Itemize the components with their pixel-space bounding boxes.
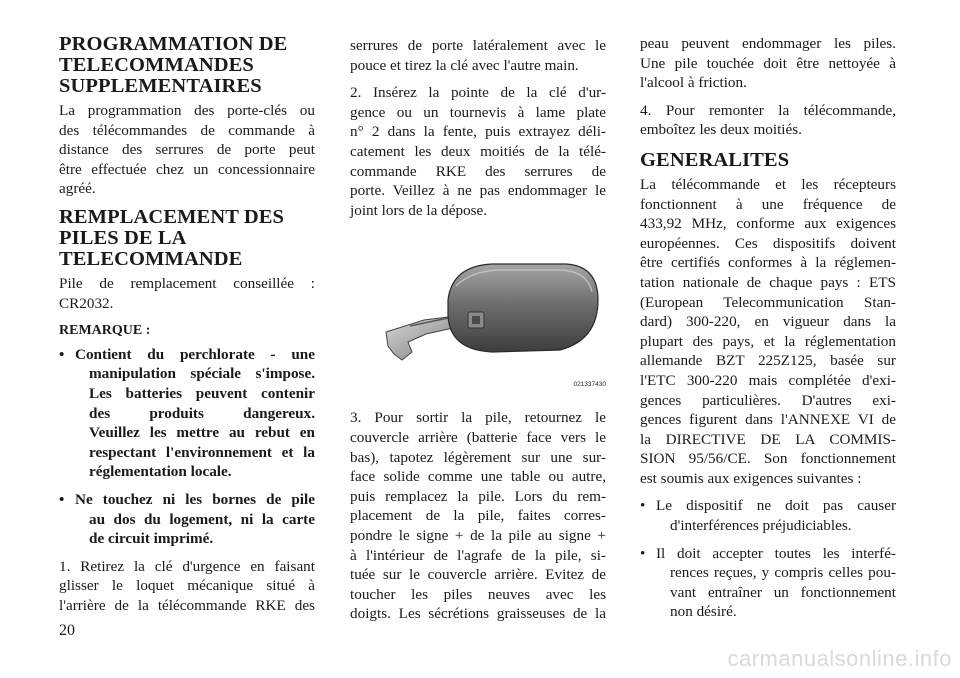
text-line: gences particulières. D'autres exi- xyxy=(640,391,896,409)
text-line: catement les deux moitiés de la télé- xyxy=(350,142,606,160)
paragraph-programmation xyxy=(59,101,315,199)
paragraph-step-3 xyxy=(350,408,606,624)
text-line: des produits dangereux. xyxy=(89,404,315,422)
list-item-continuation xyxy=(656,516,896,536)
list-item-continuation xyxy=(75,364,315,482)
text-line: Veuillez les mettre au rebut en xyxy=(89,424,315,442)
text-line: Les batteries peuvent contenir xyxy=(89,384,315,402)
text-line: commande RKE des serrures de xyxy=(350,162,606,180)
remarque-list xyxy=(59,345,315,549)
text-line: 433,92 MHz, conforme aux exigences xyxy=(640,215,896,233)
paragraph-step-3-continued xyxy=(640,34,896,93)
text-line: Contient du perchlorate - une xyxy=(75,345,315,363)
text-line: respectant l'environnement et la xyxy=(89,443,315,461)
text-line: à l'intérieur de l'agrafe de la pile, si- xyxy=(350,546,606,564)
text-line: européennes. Ces dispositifs doivent xyxy=(640,234,896,252)
text-line: tuée sur le couvercle arrière. Evitez de xyxy=(350,566,606,584)
text-line: au dos du logement, ni la carte xyxy=(89,510,315,528)
text-line: manipulation spéciale s'impose. xyxy=(89,365,315,383)
column-middle xyxy=(350,36,606,632)
text-line: (European Telecommunication Stan- xyxy=(640,293,896,311)
text-line: 4. Pour remonter la télécommande, xyxy=(640,101,896,119)
text-line: emboîtez les deux moitiés. xyxy=(640,121,802,139)
list-item xyxy=(59,490,315,549)
text-line: pouce et tirez la clé avec l'autre main. xyxy=(350,56,579,74)
list-item-continuation xyxy=(75,510,315,549)
text-line: 1. Retirez la clé d'urgence en faisant xyxy=(59,557,315,575)
text-line: d'interférences préjudiciables. xyxy=(670,517,852,535)
text-line: porte. Veillez à ne pas endommager le xyxy=(350,182,606,200)
text-line: tation nationale de chaque pays : ETS xyxy=(640,273,896,291)
text-line: n° 2 dans la fente, puis extrayez déli- xyxy=(350,123,606,141)
list-item-continuation xyxy=(656,563,896,622)
text-line: Une pile touchée doit être nettoyée à xyxy=(640,54,896,72)
text-line: gence ou un tournevis à lame plate xyxy=(350,103,606,121)
text-line: doigts. Les sécrétions graisseuses de la xyxy=(350,605,606,623)
paragraph-generalites xyxy=(640,175,896,489)
bullet-icon: • xyxy=(59,345,65,363)
text-line: Il doit accepter toutes les interfé- xyxy=(656,544,896,562)
page-number: 20 xyxy=(59,622,75,639)
text-line: l'ETC 300-220 mais complétée d'exi- xyxy=(640,371,896,389)
text-line: couvercle arrière (batterie face vers le xyxy=(350,428,606,446)
heading-line: SUPPLEMENTAIRES xyxy=(59,75,262,97)
text-line: dard) 300-220, en vigueur dans la xyxy=(640,313,896,331)
text-line: rences reçues, y compris celles pou- xyxy=(670,564,896,582)
text-line: Pile de remplacement conseillée : xyxy=(59,274,315,292)
paragraph-step-2 xyxy=(350,83,606,220)
heading-line: PILES DE LA xyxy=(59,226,187,249)
text-line: serrures de porte latéralement avec le xyxy=(350,37,606,54)
text-line: distance des serrures de porte peut xyxy=(59,141,315,159)
list-item xyxy=(640,496,896,535)
text-line: placement de la pile, faites corres- xyxy=(350,507,606,525)
text-line: SION 95/56/CE. Son fonctionnement xyxy=(640,450,896,468)
paragraph-pile-conseillee xyxy=(59,274,315,313)
heading-generalites xyxy=(640,150,896,171)
exigences-list xyxy=(640,496,896,622)
text-line: des télécommandes de commande à xyxy=(59,121,315,139)
key-fob-illustration xyxy=(352,256,606,396)
column-left xyxy=(59,34,315,623)
heading-line: GENERALITES xyxy=(640,148,790,171)
image-reference-code: 021337430 xyxy=(573,380,606,388)
text-line: CR2032. xyxy=(59,294,114,312)
heading-line: REMPLACEMENT DES xyxy=(59,205,285,228)
text-line: joint lors de la dépose. xyxy=(350,201,488,219)
text-line: 2. Insérez la pointe de la clé d'ur- xyxy=(350,84,606,102)
text-line: est soumis aux exigences suivantes : xyxy=(640,469,862,487)
text-line: plupart des pays, et la réglementation xyxy=(640,332,896,350)
text-line: bas), tapotez légèrement sur une sur- xyxy=(350,448,606,466)
text-line: réglementation locale. xyxy=(89,463,232,481)
paragraph-step-1 xyxy=(59,557,315,616)
text-line: pondre le signe + de la pile au signe + xyxy=(350,526,606,544)
watermark-link[interactable]: carmanualsonline.info xyxy=(727,646,952,671)
text-line: 3. Pour sortir la pile, retournez le xyxy=(350,409,606,427)
remarque-label: REMARQUE : xyxy=(59,323,151,339)
text-line: Ne touchez ni les bornes de pile xyxy=(75,490,315,508)
text-line: peau peuvent endommager les piles. xyxy=(640,35,896,52)
paragraph-step-4 xyxy=(640,101,896,140)
bullet-icon: • xyxy=(640,544,646,562)
text-line: être effectuée chez un concessionnaire xyxy=(59,160,315,178)
heading-line: TELECOMMANDES xyxy=(59,54,254,76)
text-line: glisser le loquet mécanique situé à xyxy=(59,577,315,595)
list-item xyxy=(640,544,896,622)
text-line: face solide comme une table ou autre, xyxy=(350,468,606,486)
text-line: non désiré. xyxy=(670,603,737,621)
text-line: être certifiés conformes à la réglemen- xyxy=(640,254,896,272)
text-line: La programmation des porte-clés ou xyxy=(59,102,315,119)
text-line: fonctionnent à une fréquence de xyxy=(640,195,896,213)
text-line: toucher les piles neuves avec les xyxy=(350,585,606,603)
column-right xyxy=(640,34,896,630)
paragraph-step-1-continued xyxy=(350,36,606,75)
text-line: de circuit imprimé. xyxy=(89,530,214,548)
text-line: puis remplacez la pile. Lors du rem- xyxy=(350,487,606,505)
bullet-icon: • xyxy=(59,490,65,508)
text-line: allemande BZT 225Z125, basée sur xyxy=(640,352,896,370)
text-line: l'arrière de la télécommande RKE des xyxy=(59,596,315,614)
text-line: La télécommande et les récepteurs xyxy=(640,175,896,193)
key-fob-icon xyxy=(352,256,608,396)
heading-line: PROGRAMMATION DE xyxy=(59,33,288,55)
text-line: gences figurent dans l'ANNEXE VI de xyxy=(640,411,896,429)
list-item xyxy=(59,345,315,482)
bullet-icon: • xyxy=(640,497,646,515)
heading-remplacement xyxy=(59,207,315,270)
text-line: agréé. xyxy=(59,180,96,198)
text-line: Le dispositif ne doit pas causer xyxy=(656,497,896,515)
heading-line: TELECOMMANDE xyxy=(59,247,243,270)
text-line: vant entraîner un fonctionnement xyxy=(670,583,896,601)
heading-programmation xyxy=(59,34,315,97)
text-line: la DIRECTIVE DE LA COMMIS- xyxy=(640,430,896,448)
text-line: l'alcool à friction. xyxy=(640,74,747,92)
